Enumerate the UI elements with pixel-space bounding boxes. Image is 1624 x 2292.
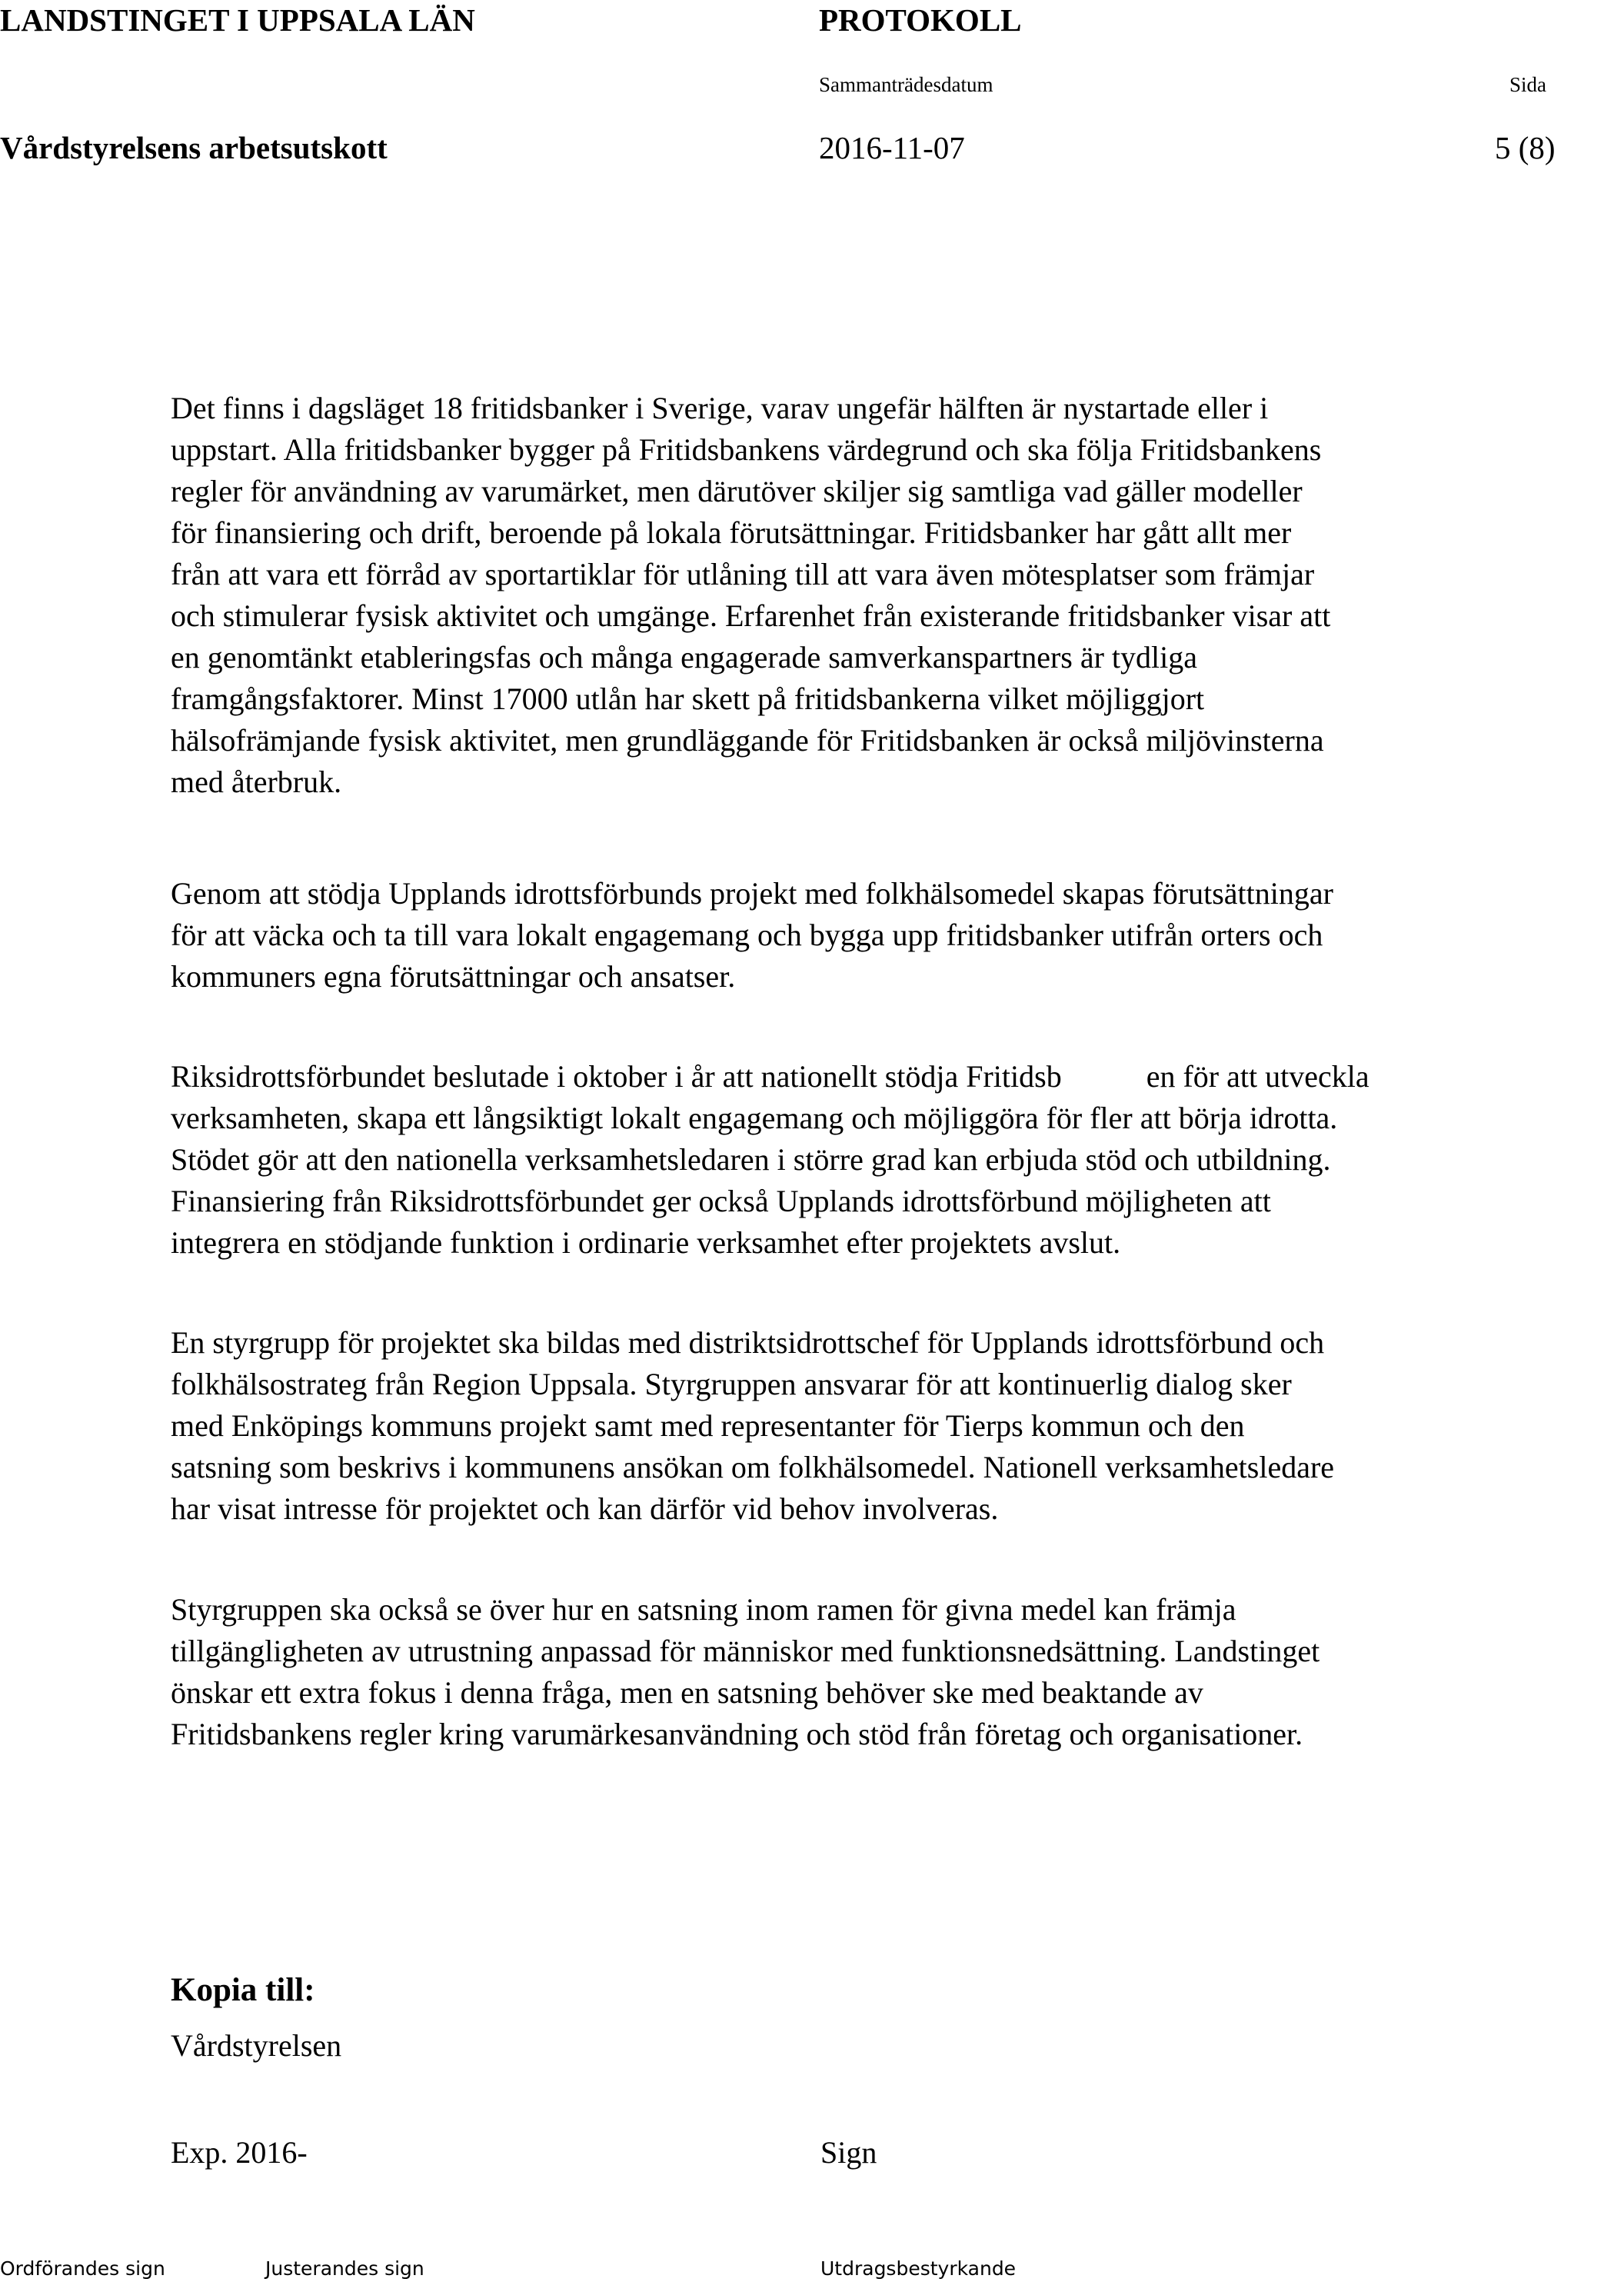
paragraph-4 xyxy=(171,1322,1624,1530)
paragraph-line: verksamheten, skapa ett långsiktigt lokalt engagemang och möjliggöra för fler att börja idrotta. xyxy=(171,1101,1338,1135)
document-type: PROTOKOLL xyxy=(819,2,1022,38)
paragraph-line xyxy=(171,1056,1624,1098)
paragraph-line: framgångsfaktorer. Minst 17000 utlån har skett på fritidsbankerna vilket möjliggjort xyxy=(171,681,1205,716)
paragraph-line: regler för användning av varumärket, men därutöver skiljer sig samtliga vad gäller modeller xyxy=(171,474,1303,508)
paragraph-line: för finansiering och drift, beroende på lokala förutsättningar. Fritidsbanker har gått allt mer xyxy=(171,515,1292,550)
paragraph-3 xyxy=(171,1056,1624,1264)
paragraph-line: för att väcka och ta till vara lokalt engagemang och bygga upp fritidsbanker utifrån orters och xyxy=(171,918,1323,952)
paragraph-line-part: en för att utveckla xyxy=(1146,1059,1369,1094)
paragraph-5 xyxy=(171,1589,1624,1755)
paragraph-line: Genom att stödja Upplands idrottsförbunds projekt med folkhälsomedel skapas förutsättningar xyxy=(171,876,1333,911)
copy-to-label: Kopia till: xyxy=(171,1972,315,2008)
sign-label: Sign xyxy=(820,2135,877,2170)
paragraph-line: En styrgrupp för projektet ska bildas med distriktsidrottschef för Upplands idrottsförbund och xyxy=(171,1325,1325,1360)
paragraph-line: Fritidsbankens regler kring varumärkesanvändning och stöd från företag och organisationer. xyxy=(171,1717,1303,1751)
paragraph-line: från att vara ett förråd av sportartiklar för utlåning till att vara även mötesplatser som främjar xyxy=(171,557,1315,591)
paragraph-line: hälsofrämjande fysisk aktivitet, men grundläggande för Fritidsbanken är också miljövinsterna xyxy=(171,723,1324,758)
chair-signature-label: Ordförandes sign xyxy=(0,2257,165,2280)
paragraph-line: och stimulerar fysisk aktivitet och umgänge. Erfarenhet från existerande fritidsbanker visar att xyxy=(171,598,1331,633)
organization-name: LANDSTINGET I UPPSALA LÄN xyxy=(0,2,475,38)
paragraph-line: Stödet gör att den nationella verksamhetsledaren i större grad kan erbjuda stöd och utbildning. xyxy=(171,1142,1331,1177)
paragraph-line: Styrgruppen ska också se över hur en satsning inom ramen för givna medel kan främja xyxy=(171,1592,1236,1627)
page-label: Sida xyxy=(1509,73,1547,96)
copy-recipient: Vårdstyrelsen xyxy=(171,2028,342,2063)
adjuster-signature-label: Justerandes sign xyxy=(265,2257,424,2280)
paragraph-line: har visat intresse för projektet och kan därför vid behov involveras. xyxy=(171,1491,999,1526)
paragraph-line-part: Riksidrottsförbundet beslutade i oktober i år att nationellt stödja Fritidsb xyxy=(171,1059,1062,1094)
paragraph-line: Finansiering från Riksidrottsförbundet ger också Upplands idrottsförbund möjligheten att xyxy=(171,1184,1271,1218)
paragraph-2 xyxy=(171,873,1624,998)
paragraph-line: satsning som beskrivs i kommunens ansökan om folkhälsomedel. Nationell verksamhetsledare xyxy=(171,1450,1335,1484)
expedition-date: Exp. 2016- xyxy=(171,2135,308,2170)
paragraph-line: önskar ett extra fokus i denna fråga, men en satsning behöver ske med beaktande av xyxy=(171,1675,1203,1710)
paragraph-line: folkhälsostrateg från Region Uppsala. Styrgruppen ansvarar för att kontinuerlig dialog sker xyxy=(171,1367,1292,1401)
paragraph-line: kommuners egna förutsättningar och ansatser. xyxy=(171,959,736,994)
meeting-date: 2016-11-07 xyxy=(819,130,965,165)
paragraph-line: integrera en stödjande funktion i ordinarie verksamhet efter projektets avslut. xyxy=(171,1225,1121,1260)
paragraph-line: uppstart. Alla fritidsbanker bygger på Fritidsbankens värdegrund och ska följa Fritidsbankens xyxy=(171,432,1322,467)
paragraph-line: med återbruk. xyxy=(171,765,342,799)
certification-label: Utdragsbestyrkande xyxy=(820,2257,1017,2280)
paragraph-line: med Enköpings kommuns projekt samt med representanter för Tierps kommun och den xyxy=(171,1408,1245,1443)
paragraph-line: Det finns i dagsläget 18 fritidsbanker i Sverige, varav ungefär hälften är nystartade eller i xyxy=(171,391,1269,425)
page-number: 5 (8) xyxy=(1495,130,1556,165)
committee-name: Vårdstyrelsens arbetsutskott xyxy=(0,130,388,165)
paragraph-line: tillgängligheten av utrustning anpassad för människor med funktionsnedsättning. Landstinget xyxy=(171,1634,1320,1668)
paragraph-line: en genomtänkt etableringsfas och många engagerade samverkanspartners är tydliga xyxy=(171,640,1198,675)
paragraph-1 xyxy=(171,388,1624,803)
date-label: Sammanträdesdatum xyxy=(819,73,993,96)
